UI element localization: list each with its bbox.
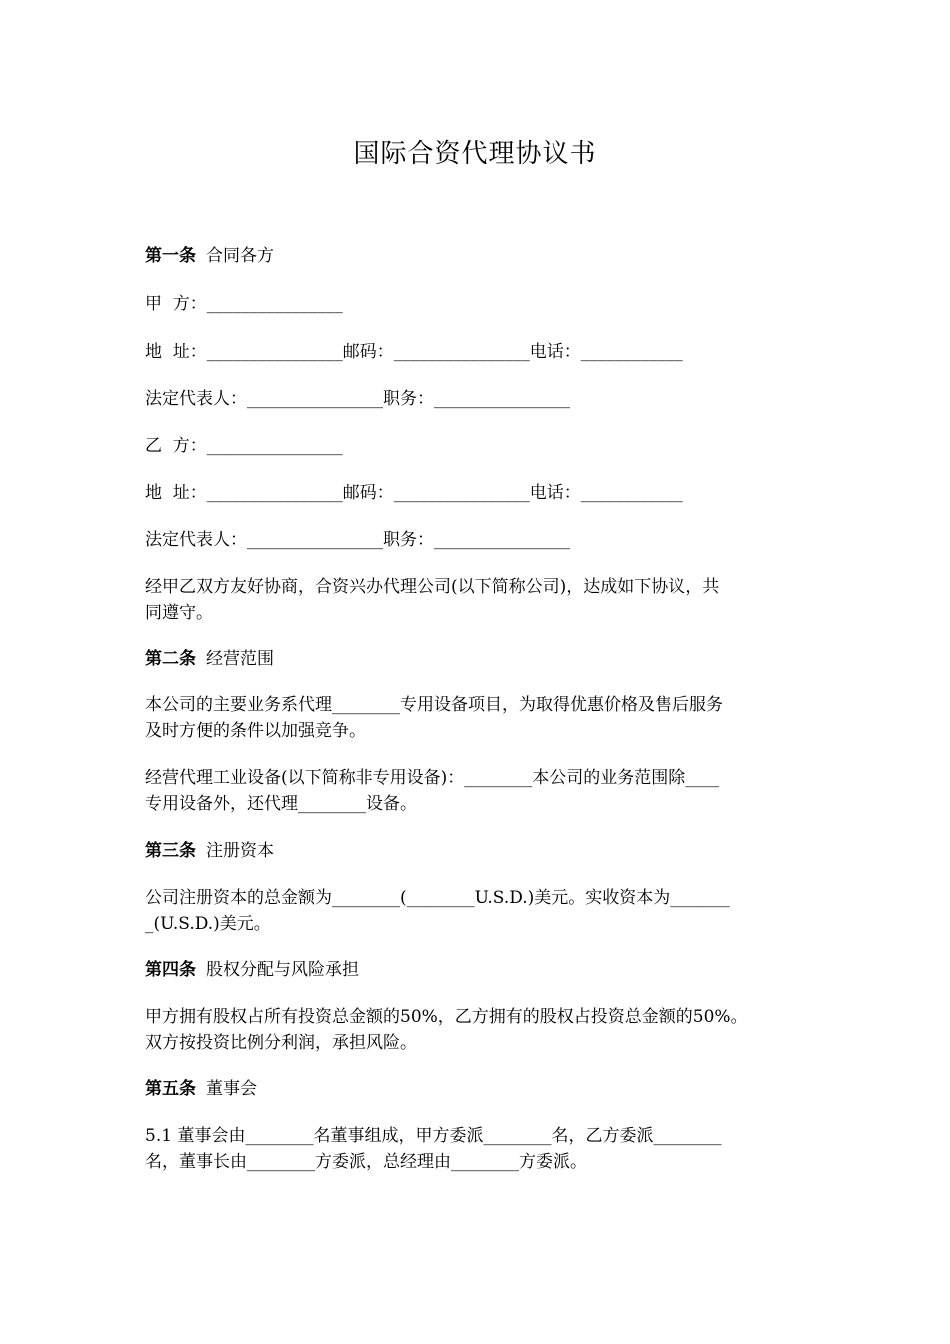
article-4-para-1-line-2: 双方按投资比例分利润，承担风险。 [145, 1033, 417, 1053]
document-title: 国际合资代理协议书 [353, 139, 597, 169]
party-a-address-line: 地 址：________________邮码：________________电话：____________ [145, 342, 683, 362]
article-5-number: 第五条 [145, 1079, 196, 1099]
party-a-representative-line: 法定代表人：________________职务：________________ [145, 389, 570, 409]
article-2-number: 第二条 [145, 649, 196, 669]
article-2-heading [145, 646, 810, 672]
party-b-representative-line: 法定代表人：________________职务：________________ [145, 530, 570, 550]
article-4-heading [145, 957, 810, 983]
article-3-heading [145, 838, 810, 864]
article-4-name: 股权分配与风险承担 [206, 960, 359, 980]
article-4-number: 第四条 [145, 960, 196, 980]
party-b-line: 乙 方：________________ [145, 436, 343, 456]
article-5-para-1-line-1: 5.1 董事会由________名董事组成，甲方委派________名，乙方委派________ [145, 1126, 722, 1146]
article-3-number: 第三条 [145, 841, 196, 861]
party-a-line: 甲 方：________________ [145, 294, 343, 314]
article-1-heading [145, 243, 810, 269]
article-2-name: 经营范围 [206, 649, 274, 669]
article-5-para-1-line-2: 名，董事长由________方委派，总经理由________方委派。 [145, 1152, 587, 1172]
article-2-para-1-line-2: 及时方便的条件以加强竞争。 [145, 721, 366, 741]
article-5-name: 董事会 [206, 1079, 257, 1099]
party-b-address-line: 地 址：________________邮码：________________电话：____________ [145, 483, 683, 503]
article-3-para-1-line-1: 公司注册资本的总金额为________(________U.S.D.)美元。实收资本为_______ [145, 888, 730, 908]
article-5-heading [145, 1076, 810, 1102]
preamble-line-2: 同遵守。 [145, 603, 213, 623]
article-3-para-1-line-2: _(U.S.D.)美元。 [145, 914, 271, 934]
article-3-name: 注册资本 [206, 841, 274, 861]
article-2-para-2-line-2: 专用设备外，还代理________设备。 [145, 794, 417, 814]
article-1-name: 合同各方 [206, 246, 274, 266]
article-2-para-2-line-1: 经营代理工业设备(以下简称非专用设备)：________本公司的业务范围除____ [145, 768, 720, 788]
article-2-para-1-line-1: 本公司的主要业务系代理________专用设备项目，为取得优惠价格及售后服务 [145, 695, 723, 715]
article-4-para-1-line-1: 甲方拥有股权占所有投资总金额的50%，乙方拥有的股权占投资总金额的50%。 [145, 1007, 748, 1027]
article-1-number: 第一条 [145, 246, 196, 266]
preamble-line-1: 经甲乙双方友好协商，合资兴办代理公司(以下简称公司)，达成如下协议，共 [145, 577, 720, 597]
